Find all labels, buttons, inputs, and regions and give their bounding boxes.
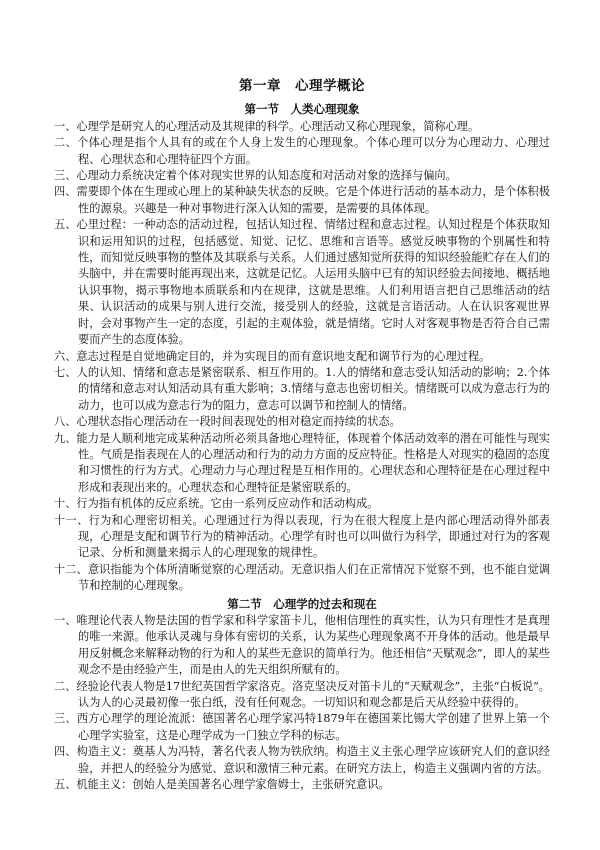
paragraph: 四、需要即个体在生理或心理上的某种缺失状态的反映。它是个体进行活动的基本动力，是个体积极性的源泉。兴趣是一种对事物进行深入认知的需要，是需要的具体体现。 bbox=[54, 185, 550, 215]
paragraph: 五、机能主义：创始人是美国著名心理学家詹姆士，主张研究意识。 bbox=[54, 778, 390, 792]
paragraph: 一、唯理论代表人物是法国的哲学家和科学家笛卡儿，他相信理性的真实性，认为只有理性才是真理的唯一来源。他承认灵魂与身体有密切的关系，认为某些心理现象离不开身体的活动。他是最早用反射概念来解释动物的行为和人的某些无意识的简单行为。他还相信“天赋观念”，即人的某些观念不是由经验产生，而是由人的先天组织所赋有的。 bbox=[54, 614, 550, 677]
paragraph: 二、个体心理是指个人具有的或在个人身上发生的心理现象。个体心理可以分为心理动力、心理过程、心理状态和心理特征四个方面。 bbox=[54, 136, 550, 166]
section-2-body bbox=[54, 613, 550, 793]
section-2-title: 第二节 心理学的过去和现在 bbox=[227, 596, 377, 611]
paragraph: 五、心里过程：一种动态的活动过程，包括认知过程、情绪过程和意志过程。认知过程是个体获取知识和运用知识的过程，包括感觉、知觉、记忆、思维和言语等。感觉反映事物的个别属性和特性，而知觉反映事物的整体及其联系与关系。人们通过感知觉所获得的知识经验能贮存在人们的头脑中，并在需要时能再现出来，这就是记忆。人运用头脑中已有的知识经验去间接地、概括地认识事物，揭示事物地本质联系和内在规律，这就是思维。人们利用语言把自己思维活动的结果、认识活动的成果与别人进行交流，接受别人的经验，这就是言语活动。人在认识客观世界时，会对事物产生一定的态度，引起的主观体验，就是情绪。它时人对客观事物是否符合自己需要而产生的态度体验。 bbox=[54, 218, 550, 347]
section-1-title: 第一节 人类心理现象 bbox=[244, 102, 360, 117]
paragraph: 六、意志过程是自觉地确定目的，并为实现目的而有意识地支配和调节行为的心理过程。 bbox=[54, 349, 491, 363]
paragraph: 十一、行为和心理密切相关。心理通过行为得以表现，行为在很大程度上是内部心理活动得外部表现，心理是支配和调节行为的精神活动。心理学有时也可以叫做行为科学，即通过对行为的客观记录、分析和测量来揭示人的心理现象的规律性。 bbox=[54, 513, 550, 560]
paragraph: 二、经验论代表人物是17世纪英国哲学家洛克。洛克坚决反对笛卡儿的“天赋观念”，主张“白板说”。认为人的心灵最初像一张白纸，没有任何观念。一切知识和观念都是后天从经验中获得的。 bbox=[54, 679, 550, 710]
paragraph: 七、人的认知、情绪和意志是紧密联系、相互作用的。1.人的情绪和意志受认知活动的影响；2.个体的情绪和意志对认知活动具有重大影响；3.情绪与意志也密切相关。情绪既可以成为意志行为的动力，也可以成为意志行为的阻力，意志可以调节和控制人的情绪。 bbox=[54, 365, 550, 412]
chapter-title: 第一章 心理学概论 bbox=[239, 78, 365, 94]
paragraph: 三、西方心理学的理论流派：德国著名心理学家冯特1879年在德国莱比锡大学创建了世界上第一个心理学实验室，这是心理学成为一门独立学科的标志。 bbox=[54, 712, 550, 742]
paragraph: 十二、意识指能为个体所清晰觉察的心理活动。无意识指人们在正常情况下觉察不到，也不能自觉调节和控制的心理现象。 bbox=[54, 562, 550, 593]
paragraph: 八、心理状态指心理活动在一段时间表现处的相对稳定而持续的状态。 bbox=[54, 415, 401, 429]
paragraph: 一、心理学是研究人的心理活动及其规律的科学。心理活动又称心理现象，简称心理。 bbox=[54, 119, 480, 133]
paragraph: 九、能力是人顺利地完成某种活动所必须具备地心理特征，体现着个体活动效率的潜在可能性与现实性。气质是指表现在人的心理活动和行为的动力方面的反应特征。性格是人对现实的稳固的态度和习惯性的行为方式。心理动力与心理过程是互相作用的。心理状态和心理特征是在心理过程中形成和表现出来的。心理状态和心理特征是紧密联系的。 bbox=[54, 431, 550, 494]
paragraph: 三、心理动力系统决定着个体对现实世界的认知态度和对活动对象的选择与偏向。 bbox=[54, 169, 457, 183]
section-1-body bbox=[54, 119, 550, 595]
paragraph: 十、行为指有机体的反应系统。它由一系列反应动作和活动构成。 bbox=[54, 497, 379, 511]
paragraph: 四、构造主义：奠基人为冯特，著名代表人物为铁欣纳。构造主义主张心理学应该研究人们的意识经验，并把人的经验分为感觉、意识和激情三种元素。在研究方法上，构造主义强调内省的方法。 bbox=[54, 745, 550, 775]
